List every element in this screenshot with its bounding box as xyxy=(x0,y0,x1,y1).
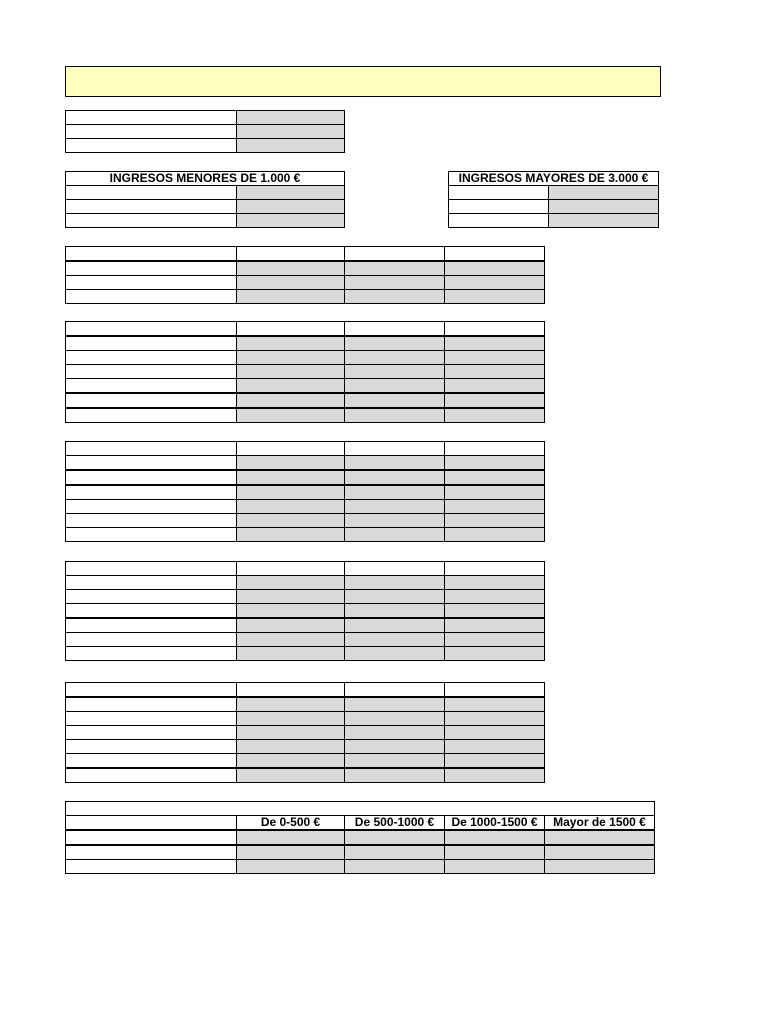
label-cell xyxy=(66,528,237,542)
input-cell[interactable] xyxy=(345,500,445,514)
input-cell[interactable] xyxy=(345,860,445,874)
label-cell xyxy=(66,393,237,408)
label-cell xyxy=(66,470,237,485)
input-cell[interactable] xyxy=(237,845,345,860)
input-cell[interactable] xyxy=(549,200,659,214)
input-cell[interactable] xyxy=(237,740,345,754)
input-cell[interactable] xyxy=(345,576,445,590)
label-cell xyxy=(66,740,237,754)
input-cell[interactable] xyxy=(345,830,445,845)
label-cell xyxy=(449,186,549,200)
table-row xyxy=(66,351,545,365)
input-cell[interactable] xyxy=(237,697,345,712)
table-row xyxy=(66,830,655,845)
input-cell[interactable] xyxy=(237,754,345,769)
input-cell[interactable] xyxy=(445,290,545,304)
header-cell xyxy=(445,247,545,262)
input-cell[interactable] xyxy=(345,393,445,408)
input-cell[interactable] xyxy=(445,528,545,542)
header-cell xyxy=(345,247,445,262)
table-row xyxy=(66,754,545,769)
input-cell[interactable] xyxy=(345,768,445,783)
input-cell[interactable] xyxy=(237,214,345,228)
table-row xyxy=(66,336,545,351)
input-cell[interactable] xyxy=(237,290,345,304)
table-header-row xyxy=(66,247,545,262)
header-cell xyxy=(345,562,445,576)
input-cell[interactable] xyxy=(237,618,345,633)
header-cell xyxy=(345,322,445,337)
table-row xyxy=(66,470,545,485)
input-cell[interactable] xyxy=(445,590,545,604)
input-cell[interactable] xyxy=(237,261,345,276)
input-cell[interactable] xyxy=(445,845,545,860)
label-cell xyxy=(66,860,237,874)
header-cell xyxy=(237,247,345,262)
label-cell xyxy=(66,214,237,228)
input-cell[interactable] xyxy=(345,365,445,379)
input-cell[interactable] xyxy=(445,647,545,661)
label-cell xyxy=(66,590,237,604)
input-cell[interactable] xyxy=(345,754,445,769)
table-row xyxy=(66,697,545,712)
header-cell xyxy=(445,442,545,456)
table-row xyxy=(66,408,545,423)
header-cell xyxy=(237,683,345,698)
label-cell xyxy=(66,408,237,423)
input-cell[interactable] xyxy=(445,351,545,365)
input-cell[interactable] xyxy=(345,351,445,365)
table-row xyxy=(66,618,545,633)
input-cell[interactable] xyxy=(445,514,545,528)
input-cell[interactable] xyxy=(237,408,345,423)
input-cell[interactable] xyxy=(445,500,545,514)
input-cell[interactable] xyxy=(545,845,655,860)
header-cell xyxy=(345,442,445,456)
label-cell xyxy=(66,200,237,214)
label-cell xyxy=(66,500,237,514)
table-row xyxy=(66,514,545,528)
input-cell[interactable] xyxy=(445,697,545,712)
range-header-500-1000: De 500-1000 € xyxy=(345,816,445,831)
label-cell xyxy=(66,514,237,528)
input-cell[interactable] xyxy=(445,726,545,740)
input-cell[interactable] xyxy=(445,393,545,408)
table-row xyxy=(449,214,659,228)
table-income-ranges xyxy=(65,801,655,874)
input-cell[interactable] xyxy=(237,125,345,139)
table-row xyxy=(66,647,545,661)
input-cell[interactable] xyxy=(445,576,545,590)
table-row xyxy=(66,768,545,783)
input-cell[interactable] xyxy=(445,365,545,379)
range-header-1000-1500: De 1000-1500 € xyxy=(445,816,545,831)
table-header-row xyxy=(66,172,345,186)
table-block-1 xyxy=(65,246,545,304)
label-cell xyxy=(66,276,237,290)
table-row xyxy=(66,125,345,139)
input-cell[interactable] xyxy=(345,290,445,304)
input-cell[interactable] xyxy=(549,214,659,228)
input-cell[interactable] xyxy=(237,647,345,661)
input-cell[interactable] xyxy=(445,618,545,633)
table-header-row xyxy=(66,816,655,831)
header-cell xyxy=(445,322,545,337)
input-cell[interactable] xyxy=(345,485,445,500)
input-cell[interactable] xyxy=(237,633,345,647)
header-cell xyxy=(66,562,237,576)
input-cell[interactable] xyxy=(345,712,445,726)
input-cell[interactable] xyxy=(445,860,545,874)
table-row xyxy=(66,379,545,394)
table-block-3 xyxy=(65,441,545,542)
table-row xyxy=(449,200,659,214)
table-row xyxy=(66,604,545,619)
input-cell[interactable] xyxy=(237,500,345,514)
range-header-0-500: De 0-500 € xyxy=(237,816,345,831)
input-cell[interactable] xyxy=(345,697,445,712)
input-cell[interactable] xyxy=(237,200,345,214)
input-cell[interactable] xyxy=(345,276,445,290)
input-cell[interactable] xyxy=(549,186,659,200)
table-header-row xyxy=(66,683,545,698)
input-cell[interactable] xyxy=(345,845,445,860)
label-cell xyxy=(66,618,237,633)
table-block-5 xyxy=(65,682,545,783)
input-cell[interactable] xyxy=(237,351,345,365)
input-cell[interactable] xyxy=(237,514,345,528)
label-cell xyxy=(66,456,237,471)
input-cell[interactable] xyxy=(345,379,445,394)
input-cell[interactable] xyxy=(237,830,345,845)
label-cell xyxy=(66,712,237,726)
input-cell[interactable] xyxy=(345,633,445,647)
input-cell[interactable] xyxy=(445,485,545,500)
input-cell[interactable] xyxy=(237,604,345,619)
header-cell xyxy=(66,683,237,698)
input-cell[interactable] xyxy=(345,740,445,754)
table-block-4 xyxy=(65,561,545,661)
input-cell[interactable] xyxy=(237,393,345,408)
label-cell xyxy=(66,845,237,860)
table-row xyxy=(66,214,345,228)
header-cell xyxy=(66,322,237,337)
input-cell[interactable] xyxy=(445,470,545,485)
table-header-row xyxy=(66,562,545,576)
input-cell[interactable] xyxy=(345,647,445,661)
label-cell xyxy=(66,604,237,619)
input-cell[interactable] xyxy=(445,830,545,845)
input-cell[interactable] xyxy=(445,633,545,647)
table-row xyxy=(66,633,545,647)
label-cell xyxy=(66,290,237,304)
input-cell[interactable] xyxy=(345,590,445,604)
input-cell[interactable] xyxy=(237,590,345,604)
input-cell[interactable] xyxy=(237,470,345,485)
table-row xyxy=(66,726,545,740)
table-header-row xyxy=(66,442,545,456)
input-cell[interactable] xyxy=(237,726,345,740)
input-cell[interactable] xyxy=(445,754,545,769)
label-cell xyxy=(66,633,237,647)
table-row xyxy=(66,261,545,276)
input-cell[interactable] xyxy=(445,768,545,783)
label-cell xyxy=(66,485,237,500)
input-cell[interactable] xyxy=(445,261,545,276)
table-row xyxy=(66,365,545,379)
input-cell[interactable] xyxy=(445,740,545,754)
input-cell[interactable] xyxy=(345,336,445,351)
table-general xyxy=(65,110,345,153)
table-row xyxy=(66,528,545,542)
input-cell[interactable] xyxy=(237,528,345,542)
header-cell xyxy=(237,442,345,456)
label-cell xyxy=(66,754,237,769)
table-row xyxy=(66,576,545,590)
header-cell xyxy=(237,322,345,337)
input-cell[interactable] xyxy=(345,604,445,619)
label-cell xyxy=(66,697,237,712)
label-cell xyxy=(66,336,237,351)
table-row xyxy=(66,860,655,874)
input-cell[interactable] xyxy=(237,139,345,153)
input-cell[interactable] xyxy=(345,528,445,542)
table-row xyxy=(66,845,655,860)
label-cell xyxy=(66,726,237,740)
input-cell[interactable] xyxy=(237,186,345,200)
header-cell xyxy=(66,816,237,831)
label-cell xyxy=(66,379,237,394)
input-cell[interactable] xyxy=(237,576,345,590)
table-row xyxy=(66,712,545,726)
input-cell[interactable] xyxy=(345,261,445,276)
table-row xyxy=(66,200,345,214)
input-cell[interactable] xyxy=(445,456,545,471)
table-row xyxy=(66,276,545,290)
label-cell xyxy=(66,830,237,845)
table-title xyxy=(66,802,655,816)
input-cell[interactable] xyxy=(545,860,655,874)
table-header-row xyxy=(66,322,545,337)
label-cell xyxy=(449,200,549,214)
input-cell[interactable] xyxy=(345,470,445,485)
input-cell[interactable] xyxy=(545,830,655,845)
label-cell xyxy=(66,768,237,783)
input-cell[interactable] xyxy=(345,408,445,423)
table-row xyxy=(449,186,659,200)
input-cell[interactable] xyxy=(345,618,445,633)
table-row xyxy=(66,485,545,500)
input-cell[interactable] xyxy=(237,276,345,290)
label-cell xyxy=(66,111,237,125)
range-header-over-1500: Mayor de 1500 € xyxy=(545,816,655,831)
input-cell[interactable] xyxy=(237,336,345,351)
table-row xyxy=(66,393,545,408)
table-row xyxy=(66,290,545,304)
header-cell xyxy=(237,562,345,576)
input-cell[interactable] xyxy=(445,336,545,351)
input-cell[interactable] xyxy=(345,726,445,740)
label-cell xyxy=(66,186,237,200)
input-cell[interactable] xyxy=(445,276,545,290)
header-cell xyxy=(345,683,445,698)
label-cell xyxy=(66,261,237,276)
label-cell xyxy=(66,351,237,365)
header-cell xyxy=(445,683,545,698)
input-cell[interactable] xyxy=(345,456,445,471)
table-row xyxy=(66,456,545,471)
label-cell xyxy=(66,576,237,590)
table-title: INGRESOS MENORES DE 1.000 € xyxy=(66,172,345,186)
input-cell[interactable] xyxy=(445,408,545,423)
input-cell[interactable] xyxy=(237,485,345,500)
input-cell[interactable] xyxy=(445,712,545,726)
input-cell[interactable] xyxy=(445,379,545,394)
label-cell xyxy=(449,214,549,228)
input-cell[interactable] xyxy=(237,712,345,726)
table-row xyxy=(66,111,345,125)
header-cell xyxy=(66,442,237,456)
label-cell xyxy=(66,365,237,379)
input-cell[interactable] xyxy=(237,365,345,379)
input-cell[interactable] xyxy=(237,768,345,783)
table-row xyxy=(66,590,545,604)
input-cell[interactable] xyxy=(237,456,345,471)
table-row xyxy=(66,139,345,153)
label-cell xyxy=(66,125,237,139)
table-ingresos-mayores xyxy=(448,171,659,228)
table-title: INGRESOS MAYORES DE 3.000 € xyxy=(449,172,659,186)
table-row xyxy=(66,500,545,514)
table-title-row xyxy=(66,802,655,816)
table-block-2 xyxy=(65,321,545,423)
table-ingresos-menores xyxy=(65,171,345,228)
header-cell xyxy=(66,247,237,262)
sheet-title-bar xyxy=(65,66,661,97)
label-cell xyxy=(66,647,237,661)
input-cell[interactable] xyxy=(237,860,345,874)
input-cell[interactable] xyxy=(445,604,545,619)
input-cell[interactable] xyxy=(237,111,345,125)
table-row xyxy=(66,186,345,200)
input-cell[interactable] xyxy=(345,514,445,528)
table-row xyxy=(66,740,545,754)
label-cell xyxy=(66,139,237,153)
header-cell xyxy=(445,562,545,576)
table-header-row xyxy=(449,172,659,186)
input-cell[interactable] xyxy=(237,379,345,394)
